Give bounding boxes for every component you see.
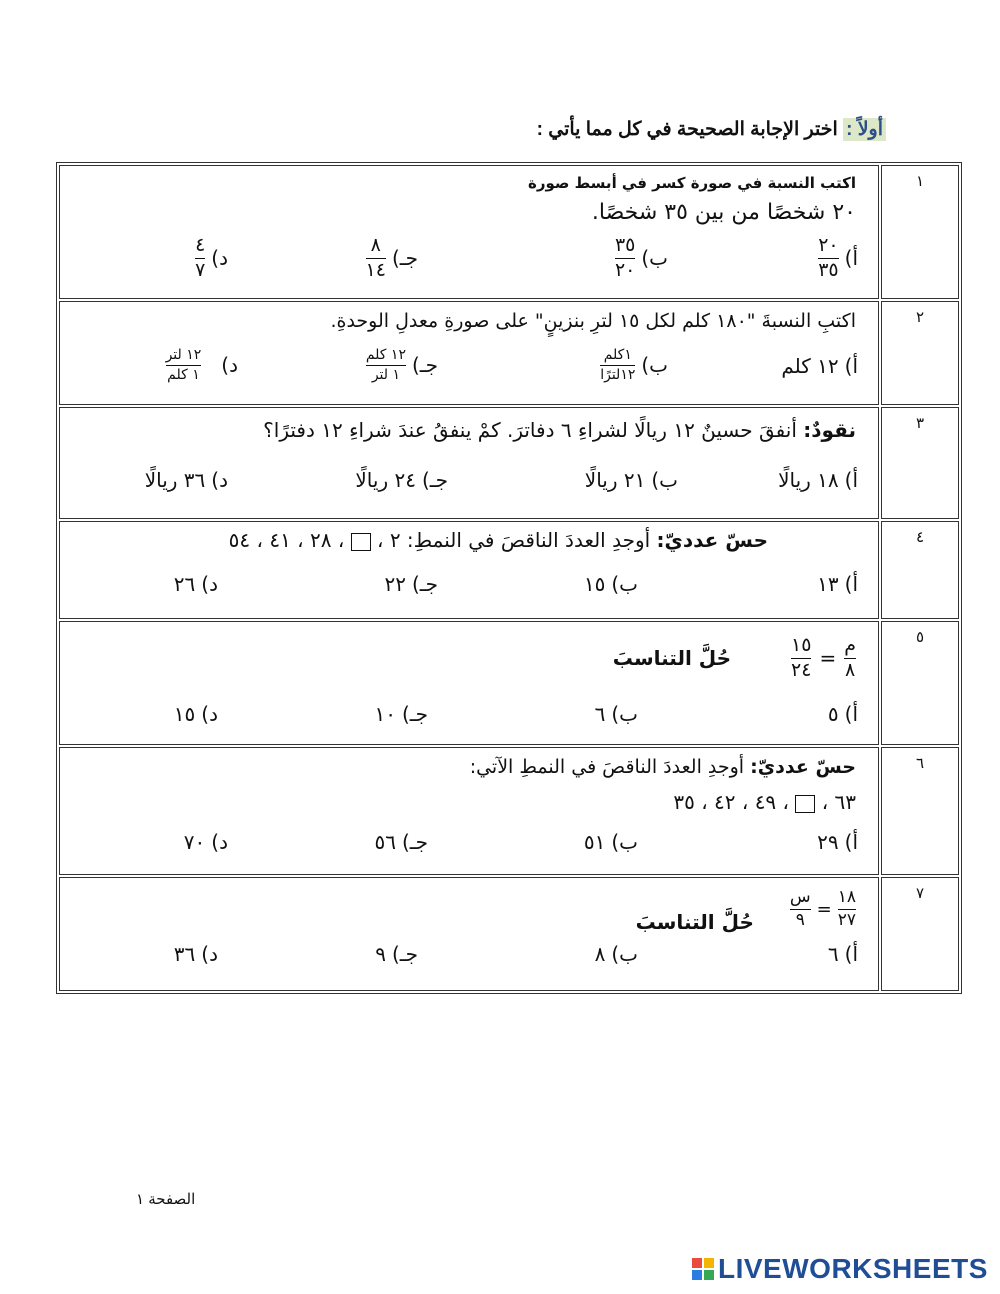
equation-left-fraction <box>837 886 856 930</box>
instructions-heading <box>537 118 886 141</box>
question-stem: اكتب النسبة في صورة كسر في أبسط صورة <box>528 174 856 192</box>
proportion-equation <box>613 636 856 681</box>
pattern-start: ٦٣ ، <box>821 790 856 814</box>
option-fraction <box>195 236 205 281</box>
option-letter: جـ) <box>401 830 428 854</box>
question-body <box>59 165 879 299</box>
option-d[interactable] <box>174 572 218 596</box>
question-body <box>59 407 879 519</box>
option-letter: ب) <box>641 246 668 271</box>
option-a[interactable] <box>817 572 858 596</box>
missing-number-box[interactable] <box>795 795 815 813</box>
fraction-numerator: ١٨ <box>837 886 856 907</box>
option-d[interactable] <box>174 702 218 726</box>
option-b[interactable] <box>615 236 668 281</box>
stem-label: حُلَّ التناسبَ <box>635 910 754 934</box>
question-body <box>59 521 879 619</box>
option-c[interactable] <box>375 942 418 966</box>
option-c[interactable] <box>366 348 438 382</box>
option-c[interactable] <box>374 702 428 726</box>
stem-label: حُلَّ التناسبَ <box>612 646 732 671</box>
option-text: ٢٩ <box>817 830 839 854</box>
option-text: ١٢ كلم <box>781 354 839 378</box>
fraction-denominator: ٣٥ <box>818 258 839 281</box>
fraction-denominator: ٨ <box>845 658 856 681</box>
question-body <box>59 877 879 991</box>
question-body <box>59 621 879 745</box>
fraction-numerator: ١٥ <box>791 634 812 656</box>
page-number: الصفحة ١ <box>136 1191 196 1208</box>
heading-label: أولاً : <box>843 118 886 141</box>
question-number: ١ <box>881 165 959 299</box>
question-row-6 <box>59 747 959 875</box>
option-text: ٢١ ريالًا <box>584 468 646 492</box>
fraction-numerator: ١كلم <box>603 347 632 363</box>
option-a[interactable] <box>828 702 858 726</box>
stem-text: أوجدِ العددَ الناقصَ في النمطِ: ٢ ، <box>377 528 651 552</box>
fraction-numerator: ٢٠ <box>818 234 839 256</box>
option-letter: أ) <box>844 354 858 378</box>
option-text: ٢٢ <box>384 572 406 596</box>
option-text: ٢٦ <box>173 572 196 596</box>
option-letter: جـ) <box>421 468 448 492</box>
question-stem <box>263 418 856 442</box>
questions-table <box>56 162 962 994</box>
equation-right-fraction <box>789 886 811 930</box>
fraction-numerator: ٤ <box>195 234 206 256</box>
option-fraction <box>615 236 635 281</box>
option-b[interactable] <box>595 942 638 966</box>
heading-text: اختر الإجابة الصحيحة في كل مما يأتي : <box>536 119 838 140</box>
fraction-denominator: ٢٧ <box>837 909 856 930</box>
option-letter: ب) <box>611 830 638 854</box>
option-b[interactable] <box>595 702 638 726</box>
question-row-3 <box>59 407 959 519</box>
option-a[interactable] <box>781 354 858 378</box>
option-letter: د) <box>201 572 218 596</box>
option-letter: جـ) <box>391 246 418 271</box>
option-letter: جـ) <box>411 353 438 378</box>
fraction-denominator: ١٤ <box>365 258 386 281</box>
option-c[interactable] <box>355 468 448 492</box>
option-b[interactable] <box>584 572 638 596</box>
option-text: ٩ <box>375 942 386 966</box>
fraction-denominator: ٧ <box>195 258 206 281</box>
option-d[interactable] <box>145 468 228 492</box>
stem-label: حسّ عدديّ: <box>750 756 856 778</box>
option-text: ٧٠ <box>183 830 206 854</box>
question-number: ٢ <box>881 301 959 405</box>
option-text: ١٥ <box>173 702 196 726</box>
missing-number-box[interactable] <box>351 533 371 551</box>
option-fraction <box>600 348 635 382</box>
stem-text: أوجدِ العددَ الناقصَ في النمطِ الآتي: <box>469 756 745 778</box>
option-text: ٣٦ <box>173 942 196 966</box>
question-row-4 <box>59 521 959 619</box>
stem-label: نقودٌ: <box>803 418 856 442</box>
fraction-denominator: ٩ <box>795 909 805 930</box>
option-fraction <box>166 348 202 382</box>
stem-text: أنفقَ حسينٌ ١٢ ريالًا لشراءِ ٦ دفاترَ. كمْ ينفقُ عندَ شراءِ ١٢ دفترًا؟ <box>263 418 797 442</box>
logo-text: LIVEWORKSHEETS <box>718 1253 988 1284</box>
option-letter: ب) <box>611 702 638 726</box>
option-b[interactable] <box>585 468 678 492</box>
option-text: ١٠ <box>374 702 396 726</box>
option-text: ٣٦ ريالًا <box>144 468 206 492</box>
number-pattern <box>673 790 856 814</box>
option-letter: ب) <box>611 572 638 596</box>
question-stem: اكتبِ النسبةَ "١٨٠ كلم لكل ١٥ لترِ بنزينٍ" على صورةِ معدلِ الوحدةِ. <box>330 310 856 332</box>
option-d[interactable] <box>195 236 228 281</box>
question-body <box>59 301 879 405</box>
question-body <box>59 747 879 875</box>
equals-sign: = <box>816 898 832 920</box>
equals-sign: = <box>819 646 837 671</box>
stem-text-continued: ، ٢٨ ، ٤١ ، ٥٤ <box>228 528 345 552</box>
question-number: ٤ <box>881 521 959 619</box>
fraction-numerator: ٨ <box>370 234 381 256</box>
option-text: ٥ <box>827 702 839 726</box>
option-d[interactable] <box>184 830 228 854</box>
logo-mark-icon <box>692 1258 714 1280</box>
option-fraction <box>818 236 838 281</box>
fraction-numerator: ٣٥ <box>614 234 636 256</box>
option-letter: د) <box>221 353 238 378</box>
fraction-numerator: س <box>789 886 811 907</box>
option-c[interactable] <box>366 236 418 281</box>
question-number: ٥ <box>881 621 959 745</box>
question-stem <box>470 756 856 778</box>
equation-left-fraction <box>844 636 856 681</box>
option-letter: جـ) <box>391 942 418 966</box>
option-a[interactable] <box>828 942 858 966</box>
option-text: ١٥ <box>583 572 606 596</box>
fraction-numerator: ١٢ لتر <box>165 347 202 363</box>
option-letter: أ) <box>844 246 858 271</box>
option-text: ١٣ <box>817 572 839 596</box>
option-letter: د) <box>211 246 228 271</box>
option-a[interactable] <box>817 830 858 854</box>
option-letter: جـ) <box>401 702 428 726</box>
option-text: ٥١ <box>583 830 606 854</box>
option-letter: د) <box>201 942 218 966</box>
option-c[interactable] <box>374 830 428 854</box>
fraction-denominator: ٢٤ <box>791 658 812 681</box>
option-text: ٥٦ <box>374 830 396 854</box>
option-letter: ب) <box>641 353 668 378</box>
question-row-7 <box>59 877 959 991</box>
proportion-equation <box>636 884 856 934</box>
question-row-5 <box>59 621 959 745</box>
option-text: ٨ <box>594 942 606 966</box>
option-c[interactable] <box>384 572 438 596</box>
fraction-denominator: ١٢لترًا <box>600 366 636 383</box>
equation-right-fraction <box>791 636 811 681</box>
fraction-denominator: ١ لتر <box>371 366 401 383</box>
option-d[interactable] <box>166 348 238 382</box>
option-letter: أ) <box>844 830 858 854</box>
question-stem <box>229 528 768 552</box>
option-letter: د) <box>211 468 228 492</box>
liveworksheets-logo <box>692 1253 988 1285</box>
question-row-1 <box>59 165 959 299</box>
option-a[interactable] <box>818 236 858 281</box>
question-number: ٣ <box>881 407 959 519</box>
option-letter: د) <box>201 702 218 726</box>
question-number: ٧ <box>881 877 959 991</box>
option-fraction <box>366 348 406 382</box>
fraction-denominator: ١ كلم <box>167 366 200 383</box>
option-letter: أ) <box>844 942 858 966</box>
option-text: ٢٤ ريالًا <box>355 468 416 492</box>
option-a[interactable] <box>778 468 858 492</box>
fraction-denominator: ٢٠ <box>614 258 636 281</box>
option-text: ٦ <box>827 942 839 966</box>
fraction-numerator: م <box>844 634 856 656</box>
option-text: ٦ <box>594 702 606 726</box>
pattern-rest: ، ٤٩ ، ٤٢ ، ٣٥ <box>673 790 789 814</box>
option-d[interactable] <box>174 942 218 966</box>
option-letter: د) <box>211 830 228 854</box>
question-stem-line2: ٢٠ شخصًا من بين ٣٥ شخصًا. <box>591 200 856 225</box>
option-b[interactable] <box>600 348 668 382</box>
option-fraction <box>366 236 386 281</box>
question-number: ٦ <box>881 747 959 875</box>
option-letter: أ) <box>844 468 858 492</box>
option-letter: ب) <box>651 468 678 492</box>
question-row-2 <box>59 301 959 405</box>
option-letter: أ) <box>844 572 858 596</box>
option-b[interactable] <box>584 830 638 854</box>
fraction-numerator: ١٢ كلم <box>365 347 406 363</box>
option-letter: أ) <box>844 702 858 726</box>
option-text: ١٨ ريالًا <box>778 468 839 492</box>
stem-label: حسّ عدديّ: <box>656 528 768 552</box>
option-letter: جـ) <box>411 572 438 596</box>
option-letter: ب) <box>611 942 638 966</box>
